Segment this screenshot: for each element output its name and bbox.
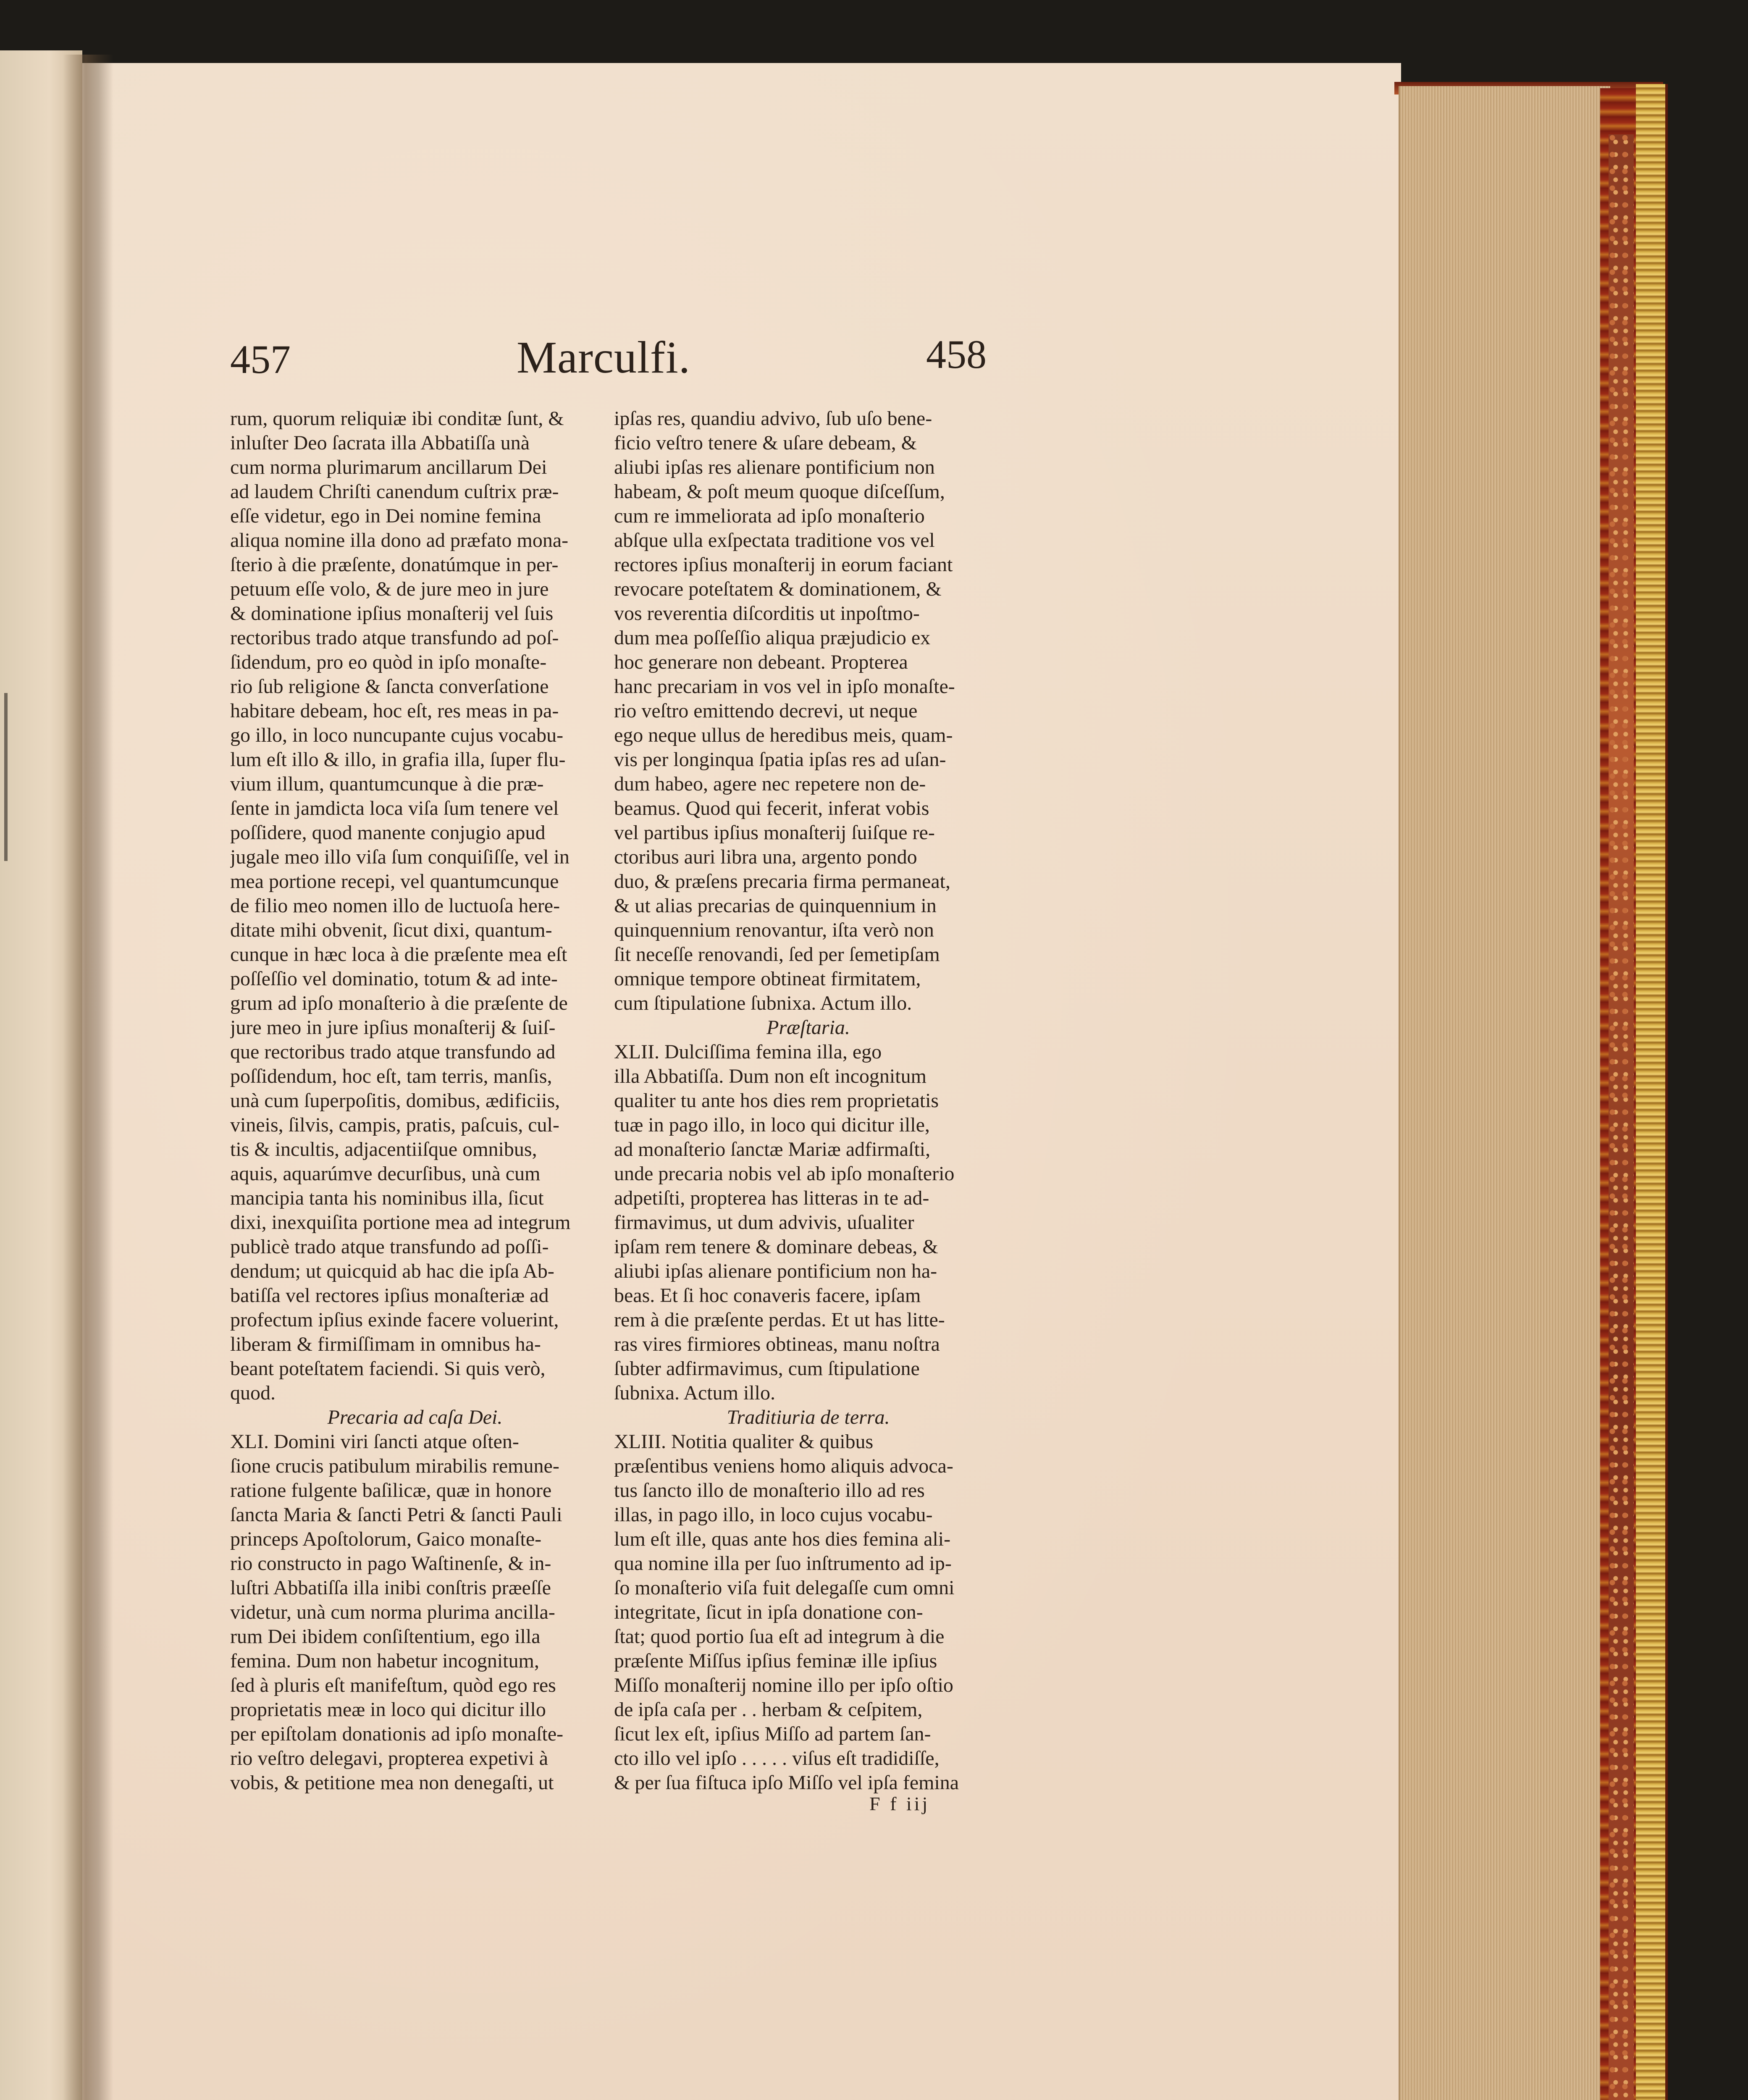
text-line: abſque ulla exſpectata traditione vos vel — [614, 529, 935, 551]
text-line: omnique tempore obtineat firmitatem, — [614, 968, 921, 990]
text-line: unà cum ſuperpoſitis, domibus, ædificiis, — [230, 1089, 560, 1112]
text-line: ctoribus auri libra una, argento pondo — [614, 846, 917, 868]
left-column-lines — [230, 407, 600, 1405]
text-line: poſſidere, quod manente conjugio apud — [230, 822, 546, 844]
text-line: ad laudem Chriſti canendum cuſtrix præ- — [230, 480, 559, 503]
text-line: luſtri Abbatiſſa illa inibi conſtris præeſſe — [230, 1577, 551, 1599]
text-line: princeps Apoſtolorum, Gaico monaſte- — [230, 1528, 542, 1550]
text-line: XLI. Domini viri ſancti atque oſten- — [230, 1431, 519, 1453]
text-line: ſubter adfirmavimus, cum ſtipulatione — [614, 1357, 920, 1380]
text-line: ſtat; quod portio ſua eſt ad integrum à die — [614, 1625, 945, 1648]
text-line: præſente Miſſus ipſius feminæ ille ipſius — [614, 1650, 937, 1672]
text-line: cum norma plurimarum ancillarum Dei — [230, 456, 547, 478]
text-line: aliubi ipſas res alienare pontificium non — [614, 456, 935, 478]
text-line: ficio veſtro tenere & uſare debeam, & — [614, 432, 917, 454]
text-line: rio veſtro delegavi, propterea expetivi à — [230, 1747, 549, 1769]
text-line: XLIII. Notitia qualiter & quibus — [614, 1431, 874, 1453]
text-line: ſterio à die præſente, donatúmque in per- — [230, 554, 559, 576]
text-line: lum eſt ille, quas ante hos dies femina ali- — [614, 1528, 951, 1550]
text-line: jure meo in jure ipſius monaſterij & ſuiſ- — [230, 1016, 556, 1039]
text-line: illa Abbatiſſa. Dum non eſt incognitum — [614, 1065, 926, 1087]
text-line: qua nomine illa per ſuo inſtrumento ad ip- — [614, 1552, 952, 1575]
marbled-endpaper — [1609, 134, 1634, 2100]
text-line: hanc precariam in vos vel in ipſo monaſte- — [614, 675, 955, 698]
text-line: rio ſub religione & ſancta converſatione — [230, 675, 549, 698]
right-column-lines — [614, 407, 1003, 1016]
text-line: beamus. Quod qui fecerit, inferat vobis — [614, 797, 929, 819]
text-line: rio constructo in pago Waſtinenſe, & in- — [230, 1552, 551, 1575]
text-line: dendum; ut quicquid ab hac die ipſa Ab- — [230, 1260, 554, 1282]
text-line: unde precaria nobis vel ab ipſo monaſterio — [614, 1163, 955, 1185]
text-line: quod. — [230, 1382, 276, 1404]
text-line: quinquennium renovantur, iſta verò non — [614, 919, 934, 941]
text-line: XLII. Dulciſſima femina illa, ego — [614, 1041, 882, 1063]
text-line: lum eſt illo & illo, in grafia illa, ſuper flu- — [230, 748, 566, 771]
text-line: poſſeſſio vel dominatio, totum & ad inte- — [230, 968, 558, 990]
right-column-lines-3 — [614, 1430, 1003, 1795]
text-line: videtur, unà cum norma plurima ancilla- — [230, 1601, 555, 1623]
text-column-right — [614, 407, 1003, 1795]
text-line: per epiſtolam donationis ad ipſo monaſte- — [230, 1723, 564, 1745]
text-line: & dominatione ipſius monaſterij vel ſuis — [230, 602, 554, 625]
text-line: ſed à pluris eſt manifeſtum, quòd ego res — [230, 1674, 556, 1696]
text-line: aliubi ipſas alienare pontificium non ha- — [614, 1260, 937, 1282]
text-line: firmavimus, ut dum advivis, uſualiter — [614, 1211, 914, 1234]
text-line: ipſam rem tenere & dominare debeas, & — [614, 1236, 938, 1258]
text-line: que rectoribus trado atque transfundo ad — [230, 1041, 556, 1063]
page-number-right: 458 — [926, 332, 987, 377]
text-line: aliqua nomine illa dono ad præfato mona- — [230, 529, 569, 551]
text-line: rectoribus trado atque transfundo ad poſ- — [230, 627, 559, 649]
text-line: petuum eſſe volo, & de jure meo in jure — [230, 578, 549, 600]
text-line: & ut alias precarias de quinquennium in — [614, 895, 937, 917]
text-line: beas. Et ſi hoc conaveris facere, ipſam — [614, 1284, 921, 1307]
text-line: batiſſa vel rectores ipſius monaſteriæ ad — [230, 1284, 549, 1307]
text-line: ſit neceſſe renovandi, ſed per ſemetipſam — [614, 943, 940, 966]
text-line: ſicut lex eſt, ipſius Miſſo ad partem ſan- — [614, 1723, 931, 1745]
section-heading: Traditiuria de terra. — [727, 1406, 890, 1428]
text-line: tuæ in pago illo, in loco qui dicitur ille, — [614, 1114, 930, 1136]
text-line: revocare poteſtatem & dominationem, & — [614, 578, 942, 600]
text-line: duo, & præſens precaria firma permaneat, — [614, 870, 950, 892]
text-line: proprietatis meæ in loco qui dicitur illo — [230, 1698, 546, 1721]
text-line: ſente in jamdicta loca viſa ſum tenere vel — [230, 797, 559, 819]
text-line: rum, quorum reliquiæ ibi conditæ ſunt, & — [230, 407, 564, 430]
text-line: rio veſtro emittendo decrevi, ut neque — [614, 700, 918, 722]
text-line: hoc generare non debeant. Propterea — [614, 651, 908, 673]
text-line: vel partibus ipſius monaſterij ſuiſque re- — [614, 822, 935, 844]
text-line: de ipſa caſa per . . herbam & ceſpitem, — [614, 1698, 923, 1721]
text-line: rum Dei ibidem conſiſtentium, ego illa — [230, 1625, 541, 1648]
text-line: habitare debeam, hoc eſt, res meas in pa- — [230, 700, 559, 722]
text-line: dum mea poſſeſſio aliqua præjudicio ex — [614, 627, 931, 649]
text-line: rem à die præſente perdas. Et ut has litte- — [614, 1309, 945, 1331]
text-line: beant poteſtatem faciendi. Si quis verò, — [230, 1357, 546, 1380]
text-line: tis & incultis, adjacentiiſque omnibus, — [230, 1138, 537, 1160]
text-line: aquis, aquarúmve decurſibus, unà cum — [230, 1163, 541, 1185]
text-line: mea portione recepi, vel quantumcunque — [230, 870, 559, 892]
text-line: habeam, & poſt meum quoque diſceſſum, — [614, 480, 945, 503]
right-column-lines-2 — [614, 1040, 1003, 1405]
text-line: cum re immeliorata ad ipſo monaſterio — [614, 505, 925, 527]
text-line: dixi, inexquiſita portione mea ad integrum — [230, 1211, 571, 1234]
text-line: publicè trado atque transfundo ad poſſi- — [230, 1236, 549, 1258]
text-line: profectum ipſius exinde facere voluerint, — [230, 1309, 559, 1331]
signature-mark: F f iij — [869, 1793, 930, 1814]
text-column-left — [230, 407, 600, 1795]
text-line: ſidendum, pro eo quòd in ipſo monaſte- — [230, 651, 547, 673]
text-line: cum ſtipulatione ſubnixa. Actum illo. — [614, 992, 912, 1014]
text-line: ratione fulgente baſilicæ, quæ in honore — [230, 1479, 552, 1502]
section-heading: Præſtaria. — [766, 1016, 850, 1039]
text-line: vium illum, quantumcunque à die præ- — [230, 773, 544, 795]
text-line: femina. Dum non habetur incognitum, — [230, 1650, 539, 1672]
text-line: ſione crucis patibulum mirabilis remune- — [230, 1455, 559, 1477]
text-line: grum ad ipſo monaſterio à die præſente de — [230, 992, 568, 1014]
text-line: ipſas res, quandiu advivo, ſub uſo bene- — [614, 407, 932, 430]
running-title: Marculfi. — [517, 333, 690, 383]
text-line: rectores ipſius monaſterij in eorum faciant — [614, 554, 953, 576]
text-line: qualiter tu ante hos dies rem proprietatis — [614, 1089, 939, 1112]
text-line: go illo, in loco nuncupante cujus vocabu- — [230, 724, 564, 746]
section-heading: Precaria ad caſa Dei. — [327, 1406, 503, 1428]
text-line: mancipia tanta his nominibus illa, ſicut — [230, 1187, 544, 1209]
text-line: vobis, & petitione mea non denegaſti, ut — [230, 1772, 554, 1794]
text-line: jugale meo illo viſa ſum conquiſiſſe, vel in — [230, 846, 570, 868]
text-line: vineis, ſilvis, campis, pratis, paſcuis, cul- — [230, 1114, 559, 1136]
text-line: cto illo vel ipſo . . . . . viſus eſt tradidiſſe, — [614, 1747, 940, 1769]
text-line: ras vires firmiores obtineas, manu noſtra — [614, 1333, 940, 1355]
text-line: ſubnixa. Actum illo. — [614, 1382, 775, 1404]
left-page-shadow — [4, 693, 8, 861]
text-line: cunque in hæc loca à die præſente mea eſt — [230, 943, 567, 966]
text-line: integritate, ſicut in ipſa donatione con- — [614, 1601, 923, 1623]
page-header — [0, 332, 1748, 395]
text-line: eſſe videtur, ego in Dei nomine femina — [230, 505, 541, 527]
text-line: dum habeo, agere nec repetere non de- — [614, 773, 926, 795]
left-column-lines-2 — [230, 1430, 600, 1795]
text-line: præſentibus veniens homo aliquis advoca- — [614, 1455, 953, 1477]
text-line: & per ſua fiſtuca ipſo Miſſo vel ipſa femina — [614, 1772, 959, 1794]
text-line: liberam & firmiſſimam in omnibus ha- — [230, 1333, 541, 1355]
text-line: vis per longinqua ſpatia ipſas res ad uſan- — [614, 748, 946, 771]
text-line: illas, in pago illo, in loco cujus vocabu- — [614, 1504, 933, 1526]
text-line: tus ſancto illo de monaſterio illo ad res — [614, 1479, 925, 1502]
text-line: vos reverentia diſcorditis ut inpoſtmo- — [614, 602, 920, 625]
text-line: poſſidendum, hoc eſt, tam terris, manſis, — [230, 1065, 552, 1087]
page-number-left: 457 — [230, 337, 291, 382]
text-line: inluſter Deo ſacrata illa Abbatiſſa unà — [230, 432, 530, 454]
text-line: ſo monaſterio viſa fuit delegaſſe cum omni — [614, 1577, 955, 1599]
text-line: ſancta Maria & ſancti Petri & ſancti Pauli — [230, 1504, 562, 1526]
text-line: ad monaſterio ſanctæ Mariæ adfirmaſti, — [614, 1138, 931, 1160]
text-line: ego neque ullus de heredibus meis, quam- — [614, 724, 953, 746]
text-line: ditate mihi obvenit, ſicut dixi, quantum- — [230, 919, 552, 941]
text-line: de filio meo nomen illo de luctuoſa here- — [230, 895, 560, 917]
text-line: adpetiſti, propterea has litteras in te ad- — [614, 1187, 929, 1209]
text-line: Miſſo monaſterij nomine illo per ipſo oſtio — [614, 1674, 953, 1696]
